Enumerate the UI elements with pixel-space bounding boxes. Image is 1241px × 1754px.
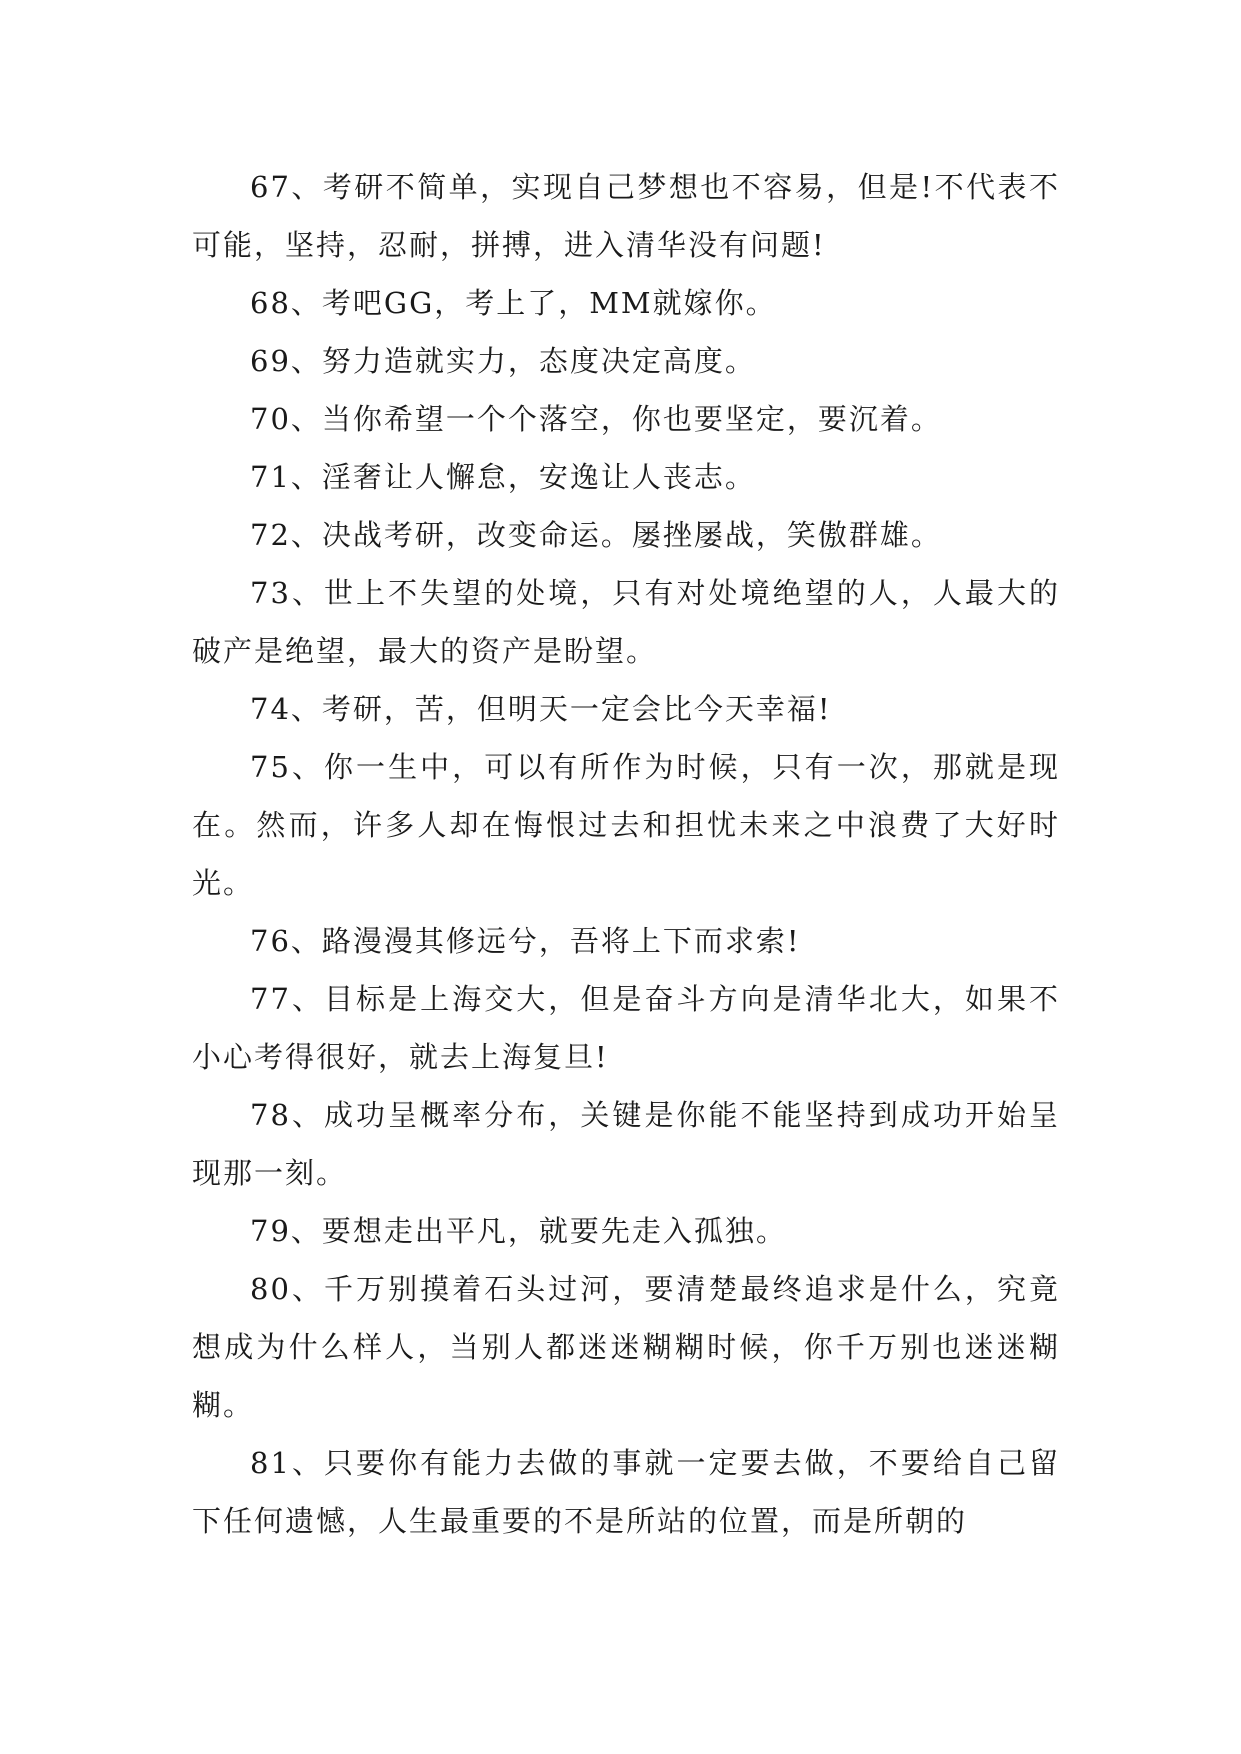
document-body — [192, 158, 1060, 1550]
paragraph-70: 70、当你希望一个个落空，你也要坚定，要沉着。 — [250, 402, 942, 436]
paragraph-80: 80、千万别摸着石头过河，要清楚最终追求是什么，究竟想成为什么样人，当别人都迷迷糊糊时候，你千万别也迷迷糊糊。 — [192, 1272, 1060, 1422]
paragraph-74: 74、考研，苦，但明天一定会比今天幸福! — [250, 692, 832, 726]
paragraph-73: 73、世上不失望的处境，只有对处境绝望的人，人最大的破产是绝望，最大的资产是盼望。 — [192, 576, 1060, 668]
paragraph-79: 79、要想走出平凡，就要先走入孤独。 — [250, 1214, 787, 1248]
paragraph-68: 68、考吧GG，考上了，MM就嫁你。 — [250, 286, 777, 320]
paragraph-71: 71、淫奢让人懈怠，安逸让人丧志。 — [250, 460, 756, 494]
paragraph-81: 81、只要你有能力去做的事就一定要去做，不要给自己留下任何遗憾，人生最重要的不是所站的位置，而是所朝的 — [192, 1446, 1060, 1538]
paragraph-78: 78、成功呈概率分布，关键是你能不能坚持到成功开始呈现那一刻。 — [192, 1098, 1060, 1190]
paragraph-72: 72、决战考研，改变命运。屡挫屡战，笑傲群雄。 — [250, 518, 942, 552]
paragraph-76: 76、路漫漫其修远兮，吾将上下而求索! — [250, 924, 801, 958]
paragraph-77: 77、目标是上海交大，但是奋斗方向是清华北大，如果不小心考得很好，就去上海复旦! — [192, 982, 1060, 1074]
paragraph-69: 69、努力造就实力，态度决定高度。 — [250, 344, 756, 378]
paragraph-67: 67、考研不简单，实现自己梦想也不容易，但是!不代表不可能，坚持，忍耐，拼搏，进入清华没有问题! — [192, 170, 1060, 262]
paragraph-75: 75、你一生中，可以有所作为时候，只有一次，那就是现在。然而，许多人却在悔恨过去和担忧未来之中浪费了大好时光。 — [192, 750, 1060, 900]
